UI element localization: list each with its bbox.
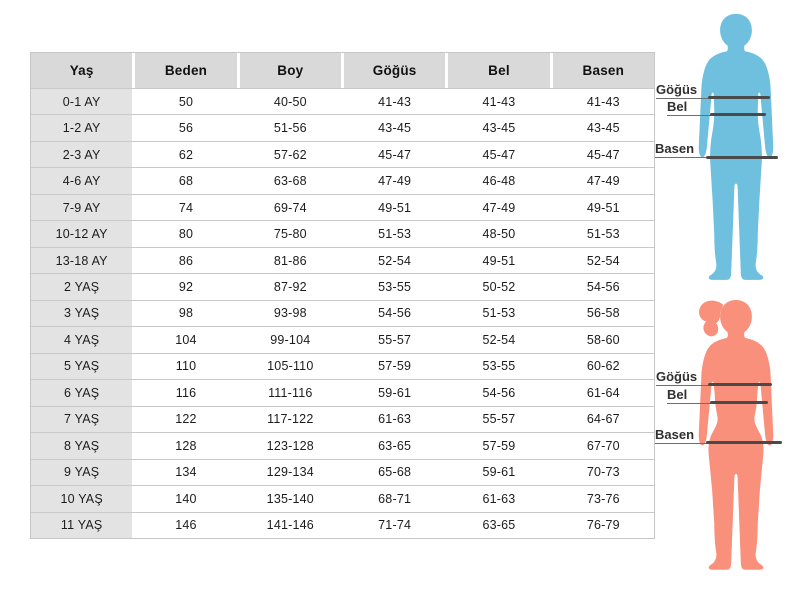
value-cell: 50 bbox=[135, 89, 236, 114]
value-cell: 50-52 bbox=[448, 274, 549, 299]
value-cell: 86 bbox=[135, 248, 236, 273]
age-cell: 4 YAŞ bbox=[31, 327, 132, 352]
value-cell: 46-48 bbox=[448, 168, 549, 193]
boy-waist-label: Bel bbox=[667, 100, 718, 116]
age-cell: 11 YAŞ bbox=[31, 513, 132, 538]
value-cell: 41-43 bbox=[344, 89, 445, 114]
table-row bbox=[31, 380, 654, 406]
age-cell: 2-3 AY bbox=[31, 142, 132, 167]
value-cell: 111-116 bbox=[240, 380, 341, 405]
boy-hip-label: Basen bbox=[655, 142, 720, 158]
value-cell: 68 bbox=[135, 168, 236, 193]
column-header: Göğüs bbox=[344, 53, 445, 88]
value-cell: 105-110 bbox=[240, 354, 341, 379]
column-header: Yaş bbox=[31, 53, 132, 88]
value-cell: 99-104 bbox=[240, 327, 341, 352]
value-cell: 43-45 bbox=[553, 115, 654, 140]
value-cell: 55-57 bbox=[344, 327, 445, 352]
value-cell: 117-122 bbox=[240, 407, 341, 432]
value-cell: 49-51 bbox=[553, 195, 654, 220]
value-cell: 56-58 bbox=[553, 301, 654, 326]
value-cell: 43-45 bbox=[344, 115, 445, 140]
value-cell: 58-60 bbox=[553, 327, 654, 352]
table-row bbox=[31, 407, 654, 433]
value-cell: 146 bbox=[135, 513, 236, 538]
table-row bbox=[31, 460, 654, 486]
value-cell: 43-45 bbox=[448, 115, 549, 140]
value-cell: 52-54 bbox=[553, 248, 654, 273]
value-cell: 57-62 bbox=[240, 142, 341, 167]
value-cell: 140 bbox=[135, 486, 236, 511]
girl-chest-label: Göğüs bbox=[656, 370, 718, 386]
value-cell: 52-54 bbox=[448, 327, 549, 352]
column-header: Beden bbox=[135, 53, 236, 88]
column-header: Boy bbox=[240, 53, 341, 88]
value-cell: 53-55 bbox=[448, 354, 549, 379]
girl-waist-label: Bel bbox=[667, 388, 718, 404]
value-cell: 65-68 bbox=[344, 460, 445, 485]
value-cell: 134 bbox=[135, 460, 236, 485]
value-cell: 71-74 bbox=[344, 513, 445, 538]
table-row bbox=[31, 221, 654, 247]
age-cell: 5 YAŞ bbox=[31, 354, 132, 379]
boy-hip-line bbox=[706, 156, 778, 159]
value-cell: 81-86 bbox=[240, 248, 341, 273]
value-cell: 47-49 bbox=[344, 168, 445, 193]
age-cell: 0-1 AY bbox=[31, 89, 132, 114]
age-cell: 7 YAŞ bbox=[31, 407, 132, 432]
value-cell: 123-128 bbox=[240, 433, 341, 458]
value-cell: 57-59 bbox=[344, 354, 445, 379]
column-header: Bel bbox=[448, 53, 549, 88]
table-row bbox=[31, 142, 654, 168]
age-cell: 3 YAŞ bbox=[31, 301, 132, 326]
age-cell: 1-2 AY bbox=[31, 115, 132, 140]
value-cell: 47-49 bbox=[448, 195, 549, 220]
value-cell: 57-59 bbox=[448, 433, 549, 458]
value-cell: 62 bbox=[135, 142, 236, 167]
value-cell: 98 bbox=[135, 301, 236, 326]
value-cell: 128 bbox=[135, 433, 236, 458]
value-cell: 51-53 bbox=[553, 221, 654, 246]
table-row bbox=[31, 354, 654, 380]
table-row bbox=[31, 274, 654, 300]
value-cell: 67-70 bbox=[553, 433, 654, 458]
girl-waist-line bbox=[710, 401, 768, 404]
value-cell: 68-71 bbox=[344, 486, 445, 511]
value-cell: 51-53 bbox=[448, 301, 549, 326]
value-cell: 63-68 bbox=[240, 168, 341, 193]
value-cell: 40-50 bbox=[240, 89, 341, 114]
table-header-row bbox=[31, 53, 654, 89]
value-cell: 61-64 bbox=[553, 380, 654, 405]
value-cell: 54-56 bbox=[448, 380, 549, 405]
value-cell: 110 bbox=[135, 354, 236, 379]
boy-chest-line bbox=[708, 96, 770, 99]
table-row bbox=[31, 301, 654, 327]
value-cell: 54-56 bbox=[344, 301, 445, 326]
value-cell: 93-98 bbox=[240, 301, 341, 326]
age-cell: 13-18 AY bbox=[31, 248, 132, 273]
value-cell: 51-53 bbox=[344, 221, 445, 246]
value-cell: 45-47 bbox=[553, 142, 654, 167]
value-cell: 135-140 bbox=[240, 486, 341, 511]
age-cell: 4-6 AY bbox=[31, 168, 132, 193]
value-cell: 41-43 bbox=[553, 89, 654, 114]
value-cell: 56 bbox=[135, 115, 236, 140]
table-row bbox=[31, 248, 654, 274]
value-cell: 61-63 bbox=[448, 486, 549, 511]
value-cell: 69-74 bbox=[240, 195, 341, 220]
value-cell: 60-62 bbox=[553, 354, 654, 379]
age-cell: 7-9 AY bbox=[31, 195, 132, 220]
value-cell: 104 bbox=[135, 327, 236, 352]
value-cell: 80 bbox=[135, 221, 236, 246]
table-row bbox=[31, 115, 654, 141]
table-row bbox=[31, 486, 654, 512]
table-row bbox=[31, 433, 654, 459]
value-cell: 141-146 bbox=[240, 513, 341, 538]
value-cell: 54-56 bbox=[553, 274, 654, 299]
value-cell: 87-92 bbox=[240, 274, 341, 299]
value-cell: 47-49 bbox=[553, 168, 654, 193]
value-cell: 49-51 bbox=[344, 195, 445, 220]
value-cell: 45-47 bbox=[344, 142, 445, 167]
girl-chest-line bbox=[708, 383, 772, 386]
value-cell: 55-57 bbox=[448, 407, 549, 432]
value-cell: 48-50 bbox=[448, 221, 549, 246]
boy-waist-line bbox=[710, 113, 766, 116]
value-cell: 63-65 bbox=[448, 513, 549, 538]
girl-ponytail-shape bbox=[699, 301, 723, 337]
girl-hip-line bbox=[706, 441, 782, 444]
value-cell: 116 bbox=[135, 380, 236, 405]
value-cell: 59-61 bbox=[344, 380, 445, 405]
value-cell: 92 bbox=[135, 274, 236, 299]
value-cell: 59-61 bbox=[448, 460, 549, 485]
table-row bbox=[31, 513, 654, 538]
size-table-body bbox=[31, 89, 654, 538]
age-cell: 9 YAŞ bbox=[31, 460, 132, 485]
value-cell: 63-65 bbox=[344, 433, 445, 458]
table-row bbox=[31, 89, 654, 115]
age-cell: 6 YAŞ bbox=[31, 380, 132, 405]
size-chart-table bbox=[30, 52, 655, 539]
value-cell: 122 bbox=[135, 407, 236, 432]
age-cell: 8 YAŞ bbox=[31, 433, 132, 458]
value-cell: 52-54 bbox=[344, 248, 445, 273]
value-cell: 75-80 bbox=[240, 221, 341, 246]
value-cell: 61-63 bbox=[344, 407, 445, 432]
value-cell: 41-43 bbox=[448, 89, 549, 114]
table-row bbox=[31, 168, 654, 194]
value-cell: 73-76 bbox=[553, 486, 654, 511]
value-cell: 76-79 bbox=[553, 513, 654, 538]
value-cell: 74 bbox=[135, 195, 236, 220]
value-cell: 53-55 bbox=[344, 274, 445, 299]
girl-hip-label: Basen bbox=[655, 428, 720, 444]
column-header: Basen bbox=[553, 53, 654, 88]
age-cell: 10 YAŞ bbox=[31, 486, 132, 511]
table-row bbox=[31, 327, 654, 353]
age-cell: 2 YAŞ bbox=[31, 274, 132, 299]
value-cell: 51-56 bbox=[240, 115, 341, 140]
age-cell: 10-12 AY bbox=[31, 221, 132, 246]
value-cell: 45-47 bbox=[448, 142, 549, 167]
value-cell: 70-73 bbox=[553, 460, 654, 485]
table-row bbox=[31, 195, 654, 221]
value-cell: 129-134 bbox=[240, 460, 341, 485]
value-cell: 64-67 bbox=[553, 407, 654, 432]
boy-chest-label: Göğüs bbox=[656, 83, 718, 99]
value-cell: 49-51 bbox=[448, 248, 549, 273]
